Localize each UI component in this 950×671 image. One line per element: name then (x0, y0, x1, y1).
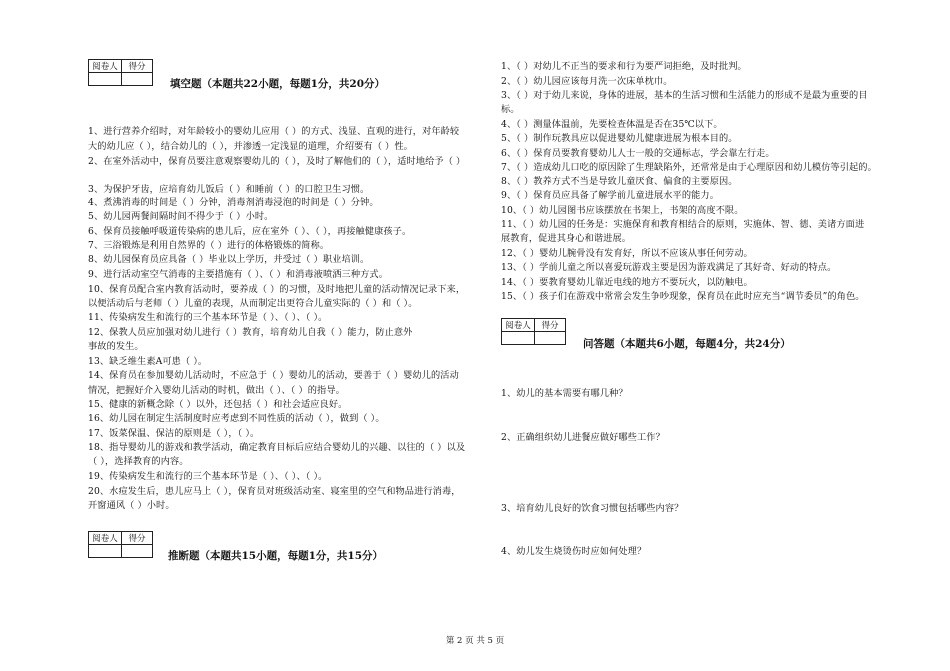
score-cell (122, 73, 153, 86)
fill-line: 15、健康的新概念除（ ）以外，还包括（ ）和社会适应良好。 (88, 399, 348, 410)
reviewer-label: 阅卷人 (89, 60, 122, 73)
score-label: 得分 (122, 532, 153, 545)
judge-line: 12、（ ）婴幼儿腕骨没有发育好，所以不应该从事任何劳动。 (501, 248, 753, 259)
fill-section-title: 填空题（本题共22小题，每题1分，共20分） (170, 78, 386, 90)
fill-line: 6、保育员接触呼吸道传染病的患儿后，应在室外（ ）、（ ），再接触健康孩子。 (88, 226, 412, 237)
score-cell (122, 545, 153, 558)
score-cell (535, 332, 566, 345)
judge-line: 13、（ ）学前儿童之所以喜爱玩游戏主要是因为游戏满足了其好奇、好动的特点。 (501, 262, 837, 273)
judge-line: 11、（ ）幼儿园的任务是：实施保育和教育相结合的原则，实施体、智、德、美诸方面进 (501, 219, 865, 230)
judge-line: 8、（ ）教养方式不当是导致儿童厌食、偏食的主要原因。 (501, 176, 738, 187)
judge-section-title: 推断题（本题共15小题，每题1分，共15分） (168, 550, 384, 562)
qa-question: 4、幼儿发生烧烫伤时应如何处理？ (501, 546, 647, 557)
fill-line: 19、传染病发生和流行的三个基本环节是（ ）、（ ）、（ ）。 (88, 471, 328, 482)
reviewer-cell (89, 545, 122, 558)
reviewer-label: 阅卷人 (502, 319, 535, 332)
qa-question: 3、培育幼儿良好的饮食习惯包括哪些内容？ (501, 503, 684, 514)
fill-line: 大的幼儿应（ ），结合幼儿的（ ），并渗透一定浅显的道理，介绍要有（ ）性。 (88, 141, 413, 152)
page-number: 第 2 页 共 5 页 (445, 636, 505, 646)
score-box-qa (501, 318, 566, 345)
qa-question: 2、正确组织幼儿进餐应做好哪些工作？ (501, 432, 665, 443)
score-label: 得分 (122, 60, 153, 73)
fill-line: 9、进行活动室空气消毒的主要措施有（ ）、（ ）和消毒液喷洒三种方式。 (88, 269, 388, 280)
judge-line: 15、（ ）孩子们在游戏中常常会发生争吵现象，保育员在此时应充当“调节委员”的角色。 (501, 291, 865, 302)
fill-line: 4、煮沸消毒的时间是（ ）分钟，消毒剂消毒浸泡的时间是（ ）分钟。 (88, 197, 379, 208)
judge-line: 1、（ ）对幼儿不正当的要求和行为要严词拒绝，及时批判。 (501, 61, 747, 72)
fill-line: 17、饭菜保温、保洁的原则是（ ），（ ）。 (88, 428, 260, 439)
qa-question: 1、幼儿的基本需要有哪几种？ (501, 388, 628, 399)
fill-line: 20、水痘发生后，患儿应马上（ ），保育员对班级活动室、寝室里的空气和物品进行消毒， (88, 486, 461, 497)
fill-line: 开窗通风（ ）小时。 (88, 500, 175, 511)
reviewer-cell (502, 332, 535, 345)
judge-line: 展教育，促进其身心和谐进展。 (501, 233, 632, 244)
fill-line: 18、指导婴幼儿的游戏和教学活动，确定教育目标后应结合婴幼儿的兴趣、以往的（ ）以及 (88, 442, 466, 453)
fill-line: （ ），选择教育的内容。 (88, 456, 189, 467)
fill-line: 11、传染病发生和流行的三个基本环节是（ ）、（ ）、（ ）。 (88, 312, 328, 323)
reviewer-label: 阅卷人 (89, 532, 122, 545)
judge-line: 标。 (501, 104, 520, 115)
fill-line: 13、缺乏维生素A可患（ ）。 (88, 356, 208, 367)
score-box-judge (88, 531, 153, 558)
fill-line: 16、幼儿园在制定生活制度时应考虑到不同性质的活动（ ），做到（ ）。 (88, 413, 385, 424)
fill-line: 8、幼儿园保育员应具备（ ）毕业以上学历，并受过（ ）职业培训。 (88, 254, 370, 265)
qa-section-title: 问答题（本题共6小题，每题4分，共24分） (583, 338, 791, 350)
judge-line: 4、（ ）测量体温前，先要检查体温是否在35℃以下。 (501, 119, 723, 130)
fill-line: 12、保教人员应加强对幼儿进行（ ）教育，培育幼儿自我（ ）能力，防止意外 (88, 327, 413, 338)
fill-line: 情况，把握好介入婴幼儿活动的时机，做出（ ）、（ ）的指导。 (88, 385, 345, 396)
reviewer-cell (89, 73, 122, 86)
fill-line: 5、幼儿园两餐间隔时间不得少于（ ）小时。 (88, 211, 274, 222)
fill-line: 以便活动后与老师（ ）儿童的表现，从而制定出更符合儿童实际的（ ）和（ ）。 (88, 298, 418, 309)
judge-line: 10、（ ）幼儿园图书应该摆放在书架上，书架的高度不限。 (501, 205, 744, 216)
judge-line: 6、（ ）保育员要教育婴幼儿人士一般的交通标志，学会靠左行走。 (501, 148, 775, 159)
fill-line: 事故的发生。 (88, 341, 144, 352)
fill-line: 1、进行营养介绍时，对年龄较小的婴幼儿应用（ ）的方式、浅显、直观的进行，对年龄较 (88, 126, 460, 137)
judge-line: 7、（ ）造成幼儿口吃的原因除了生理缺陷外，还常常是由于心理原因和幼儿模仿等引起的。 (501, 162, 877, 173)
score-label: 得分 (535, 319, 566, 332)
fill-line: 2、在室外活动中，保育员要注意观察婴幼儿的（ ），及时了解他们的（ ），适时地给予（ ） (88, 156, 466, 167)
judge-line: 3、（ ）对于幼儿来说，身体的进展，基本的生活习惯和生活能力的形成不是最为重要的目 (501, 90, 868, 101)
score-box-fill (88, 59, 153, 86)
judge-line: 14、（ ）要教育婴幼儿靠近电线的地方不要玩火，以防触电。 (501, 277, 753, 288)
fill-line: 3、为保护牙齿，应培育幼儿饭后（ ）和睡前（ ）的口腔卫生习惯。 (88, 184, 370, 195)
fill-line: 10、保育员配合室内教育活动时，要养成（ ）的习惯，及时地把儿童的活动情况记录下来， (88, 284, 466, 295)
judge-line: 2、（ ）幼儿园应该每月洗一次床单枕巾。 (501, 76, 673, 87)
fill-line: 7、三浴锻炼是利用自然界的（ ）进行的体格锻炼的简称。 (88, 240, 330, 251)
fill-line: 14、保育员在参加婴幼儿活动时，不应急于（ ）婴幼儿的活动，要善于（ ）婴幼儿的活动 (88, 370, 459, 381)
judge-line: 9、（ ）保育员应具备了解学前儿童进展水平的能力。 (501, 190, 719, 201)
judge-line: 5、（ ）制作玩教具应以促进婴幼儿健康进展为根本目的。 (501, 133, 738, 144)
